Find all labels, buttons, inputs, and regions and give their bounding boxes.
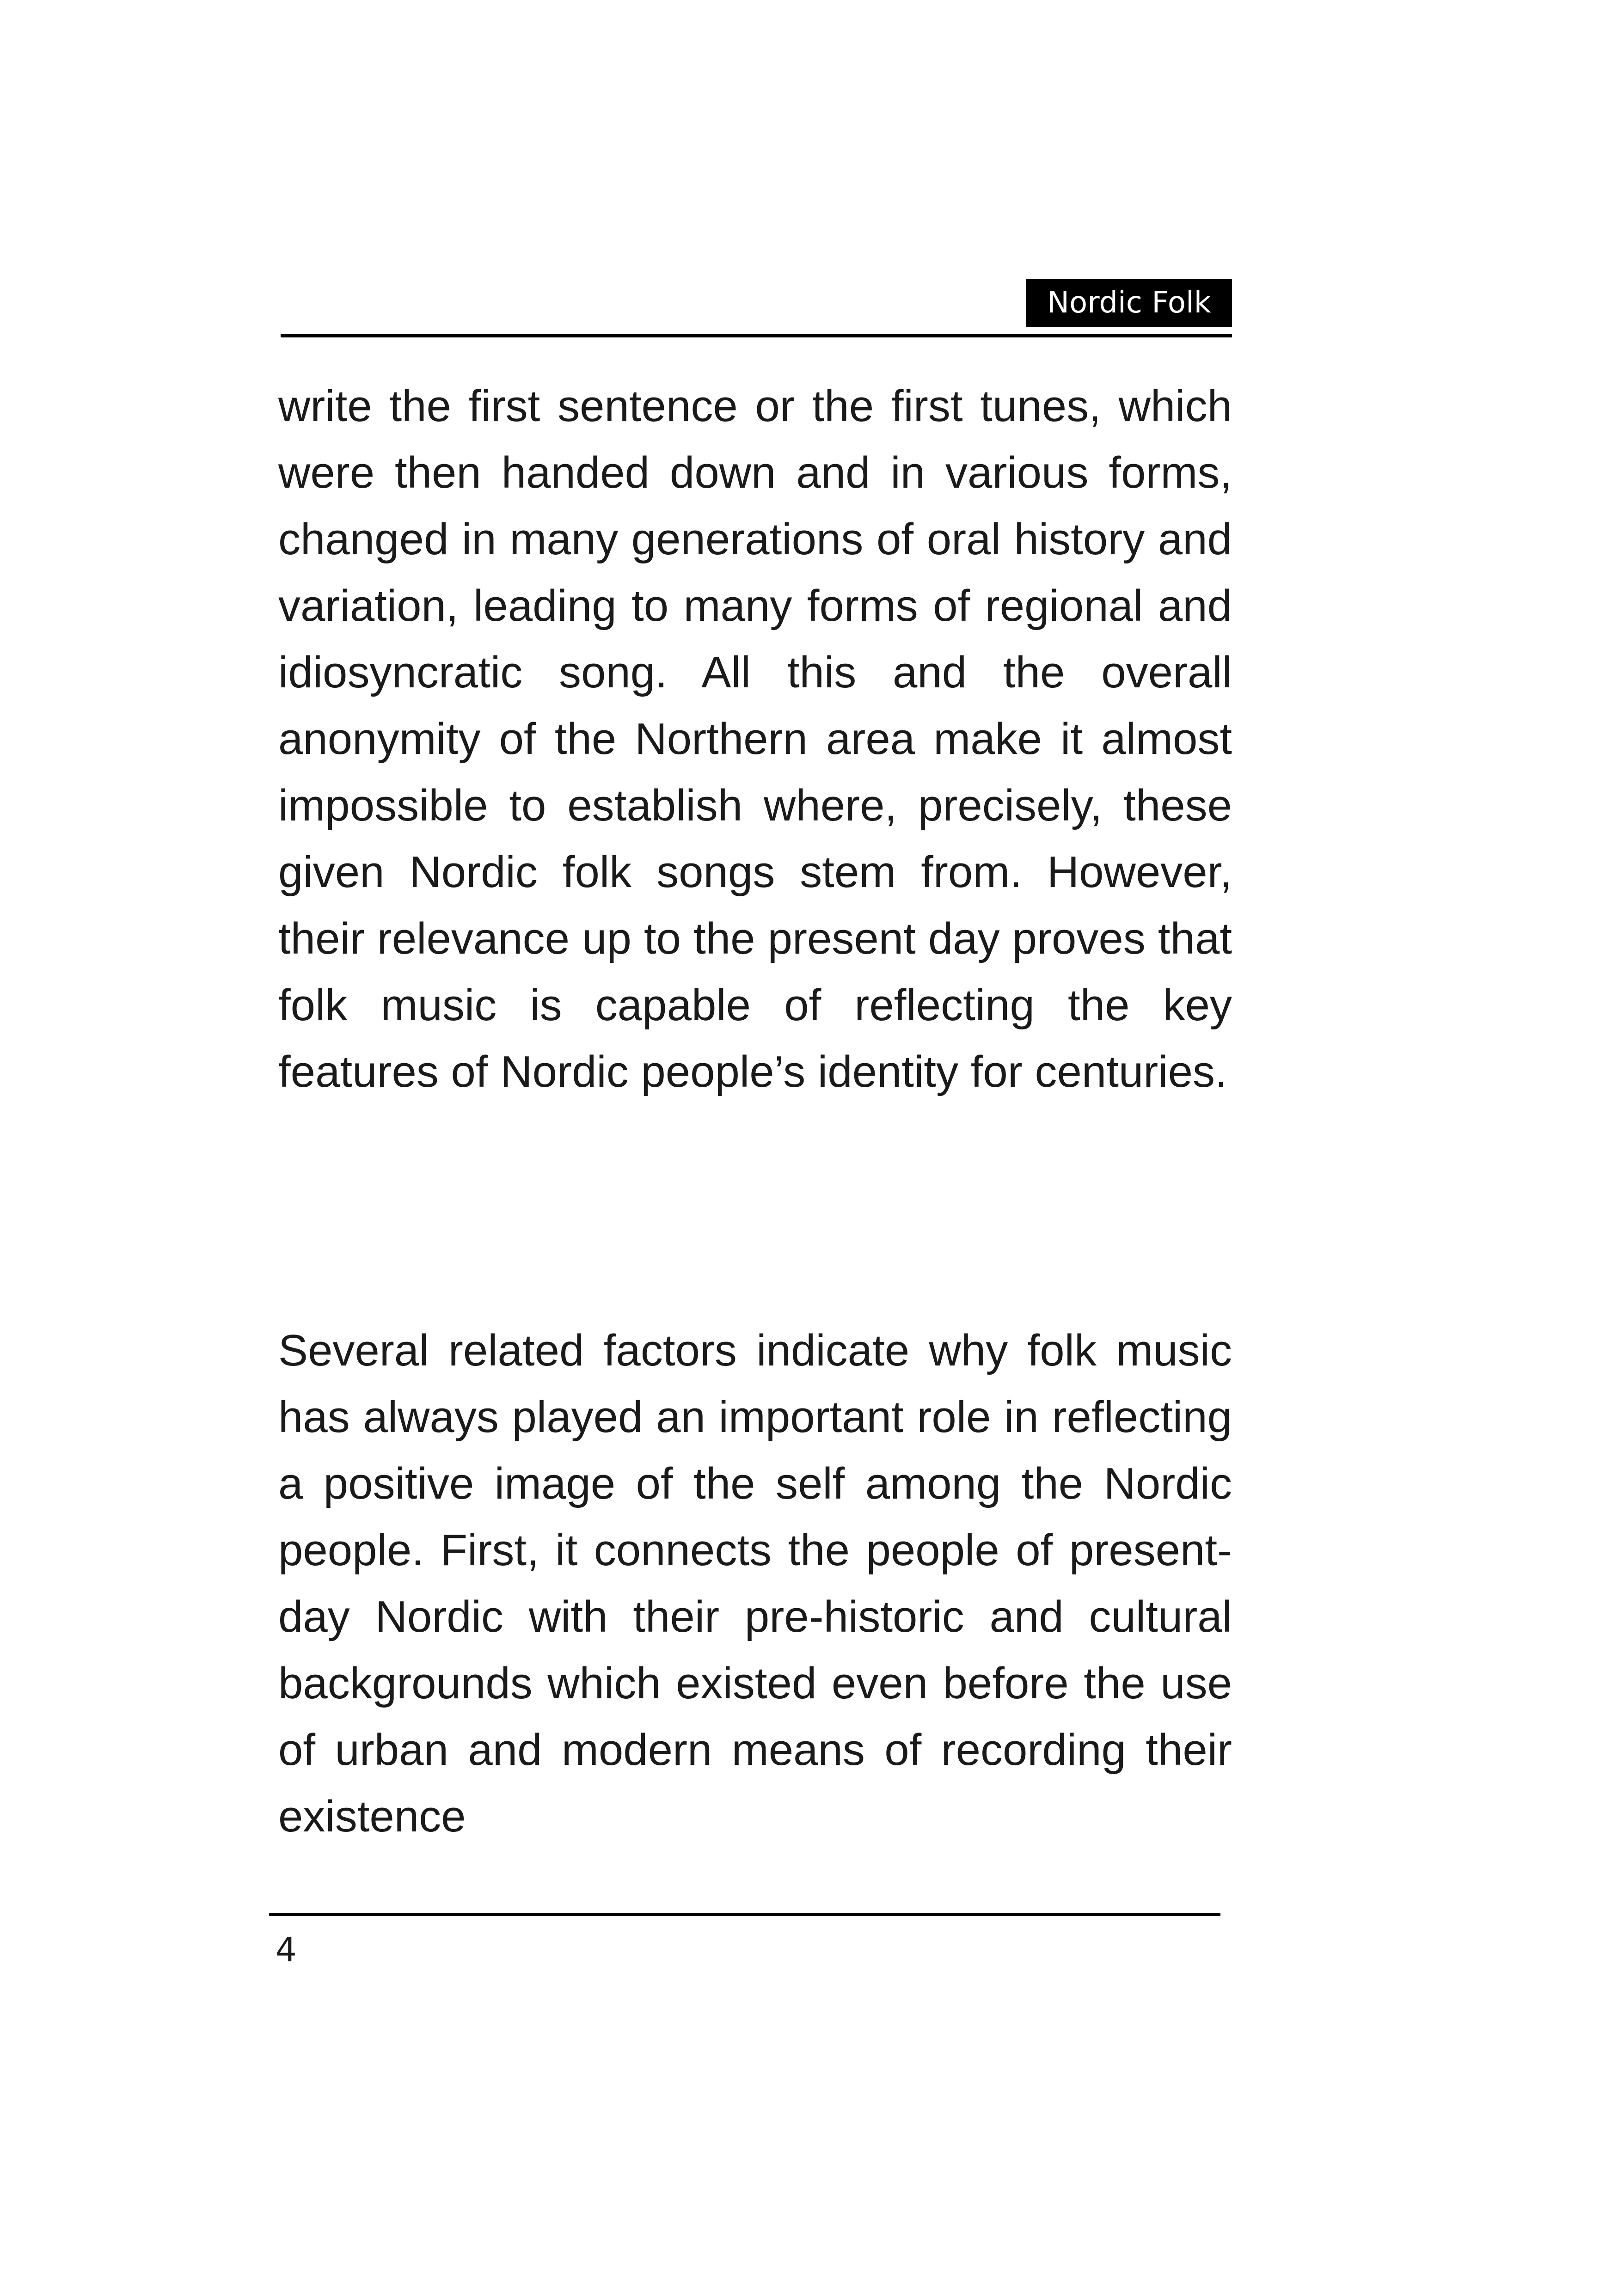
page-number: 4: [276, 1930, 297, 1969]
running-header-title: Nordic Folk: [1026, 279, 1232, 327]
body-paragraph-2: Several related factors indicate why folk music has always played an important role in reflecting a positive image of the self among the Nordic people. First, it connects the people of present-day Nordic with their pre-historic and cultural backgrounds which existed even before the use of urban and modern means of recording their existence: [278, 1326, 1232, 1841]
header-rule: [281, 334, 1232, 337]
footer-rule: [269, 1913, 1220, 1916]
body-paragraph-1: write the first sentence or the first tunes, which were then handed down and in various forms, changed in many generations of oral history and variation, leading to many forms of regional and idiosyncratic song. All this and the overall anonymity of the Northern area make it almost impossible to establish where, precisely, these given Nordic folk songs stem from. However, their relevance up to the present day proves that folk music is capable of reflecting the key features of Nordic people’s identity for centuries.: [278, 381, 1232, 1096]
